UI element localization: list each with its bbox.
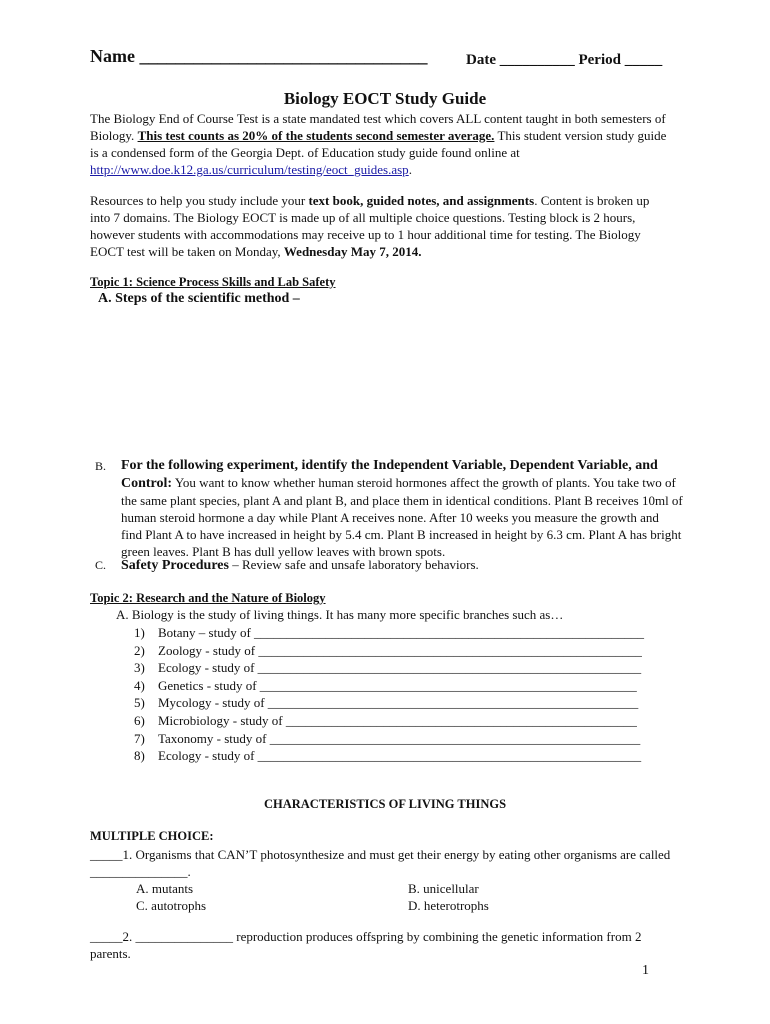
item-text: Botany – study of ____________________________________________________________ bbox=[158, 625, 645, 640]
name-line: Name ________________________________ bbox=[90, 46, 428, 66]
question-2: _____2. _______________ reproduction produces offspring by combining the genetic information from 2 parents. bbox=[90, 929, 642, 961]
choice-d: D. heterotrophs bbox=[408, 898, 489, 913]
document-title: Biology EOCT Study Guide bbox=[283, 89, 487, 108]
topic2-heading: Topic 2: Research and the Nature of Biology bbox=[90, 591, 326, 605]
item-number: 3) bbox=[134, 660, 145, 676]
intro-paragraph-1 bbox=[90, 110, 672, 178]
item-number: 6) bbox=[134, 712, 145, 728]
biology-branches-list bbox=[134, 624, 680, 765]
section-b-label: B. bbox=[95, 459, 107, 473]
page-number: 1 bbox=[642, 963, 649, 978]
item-number: 8) bbox=[134, 748, 145, 764]
intro2-text-a: Resources to help you study include your bbox=[90, 193, 309, 208]
section-b-heading: For the following experiment, identify the Independent Variable, Dependent Variable, and Control: bbox=[121, 458, 658, 491]
section-a-scientific-method: A. Steps of the scientific method – bbox=[98, 291, 300, 306]
intro1-text-a: The Biology End of Course Test is a state mandated test which covers ALL content taught in both semesters of Biology. bbox=[90, 111, 666, 143]
item-text: Microbiology - study of ______________________________________________________ bbox=[158, 712, 637, 728]
section-c-text: – Review safe and unsafe laboratory behaviors. bbox=[228, 557, 479, 572]
item-text: Genetics - study of __________________________________________________________ bbox=[158, 677, 637, 693]
question-1: _____1. Organisms that CAN’T photosynthesize and must get their energy by eating other organisms are called _______________. bbox=[90, 847, 671, 879]
list-item bbox=[134, 712, 680, 730]
item-text: Ecology - study of ___________________________________________________________ bbox=[158, 660, 642, 676]
section-c-heading: Safety Procedures bbox=[121, 558, 229, 573]
list-item bbox=[134, 747, 680, 765]
section-b-text: You want to know whether human steroid hormones affect the growth of plants. You take two of the same plant species, plant A and plant B, and place them in identical conditions. Plant B receives 10ml of human steroid hormone a day while Plant A receives none. After 10 weeks you measure the growth and find Plant A to have increased in height by 5.4 cm. Plant B increased in height by 6.3 cm. Plant A has bright green leaves. Plant B has dull yellow leaves with brown spots. bbox=[121, 475, 683, 559]
item-text: Taxonomy - study of _________________________________________________________ bbox=[158, 730, 641, 746]
list-item bbox=[134, 642, 680, 660]
list-item bbox=[134, 624, 680, 642]
test-date: Wednesday May 7, 2014. bbox=[283, 244, 422, 259]
item-number: 1) bbox=[134, 625, 145, 640]
topic2-section-a: A. Biology is the study of living things. It has many more specific branches such as… bbox=[116, 607, 564, 622]
list-item bbox=[134, 694, 680, 712]
choice-c: C. autotrophs bbox=[136, 898, 207, 913]
item-text: Ecology - study of ___________________________________________________________ bbox=[158, 748, 642, 764]
intro2-bold: text book, guided notes, and assignments bbox=[308, 193, 535, 208]
intro1-bold: This test counts as 20% of the students second semester average. bbox=[137, 128, 495, 143]
choice-a: A. mutants bbox=[136, 881, 194, 896]
intro1-text-b: This student version study guide is a condensed form of the Georgia Dept. of Education study guide found online at bbox=[90, 128, 667, 160]
doe-guide-link[interactable]: http://www.doe.k12.ga.us/curriculum/testing/eoct_guides.asp bbox=[90, 162, 409, 177]
item-number: 2) bbox=[134, 642, 145, 658]
characteristics-heading: CHARACTERISTICS OF LIVING THINGS bbox=[263, 797, 507, 811]
item-number: 5) bbox=[134, 695, 145, 711]
intro2-text-b: . Content is broken up into 7 domains. The Biology EOCT is made up of all multiple choice questions. Testing block is 2 hours, however students with accommodations may receive up to 1 hour additional time for testing. The Biology EOCT test will be taken on Monday, bbox=[90, 193, 650, 259]
item-number: 7) bbox=[134, 730, 145, 746]
list-item bbox=[134, 730, 680, 748]
item-number: 4) bbox=[134, 677, 145, 693]
list-item bbox=[134, 659, 680, 677]
list-item bbox=[134, 677, 680, 695]
date-period-line: Date __________ Period _____ bbox=[466, 52, 663, 68]
intro-paragraph-2 bbox=[90, 192, 672, 260]
item-text: Zoology - study of ___________________________________________________________ bbox=[158, 642, 642, 658]
section-c-label: C. bbox=[95, 558, 107, 572]
item-text: Mycology - study of _________________________________________________________ bbox=[158, 695, 639, 711]
intro1-text-c: . bbox=[408, 162, 412, 177]
multiple-choice-heading: MULTIPLE CHOICE: bbox=[90, 829, 214, 843]
choice-b: B. unicellular bbox=[408, 881, 479, 896]
topic1-heading: Topic 1: Science Process Skills and Lab Safety bbox=[90, 275, 336, 289]
